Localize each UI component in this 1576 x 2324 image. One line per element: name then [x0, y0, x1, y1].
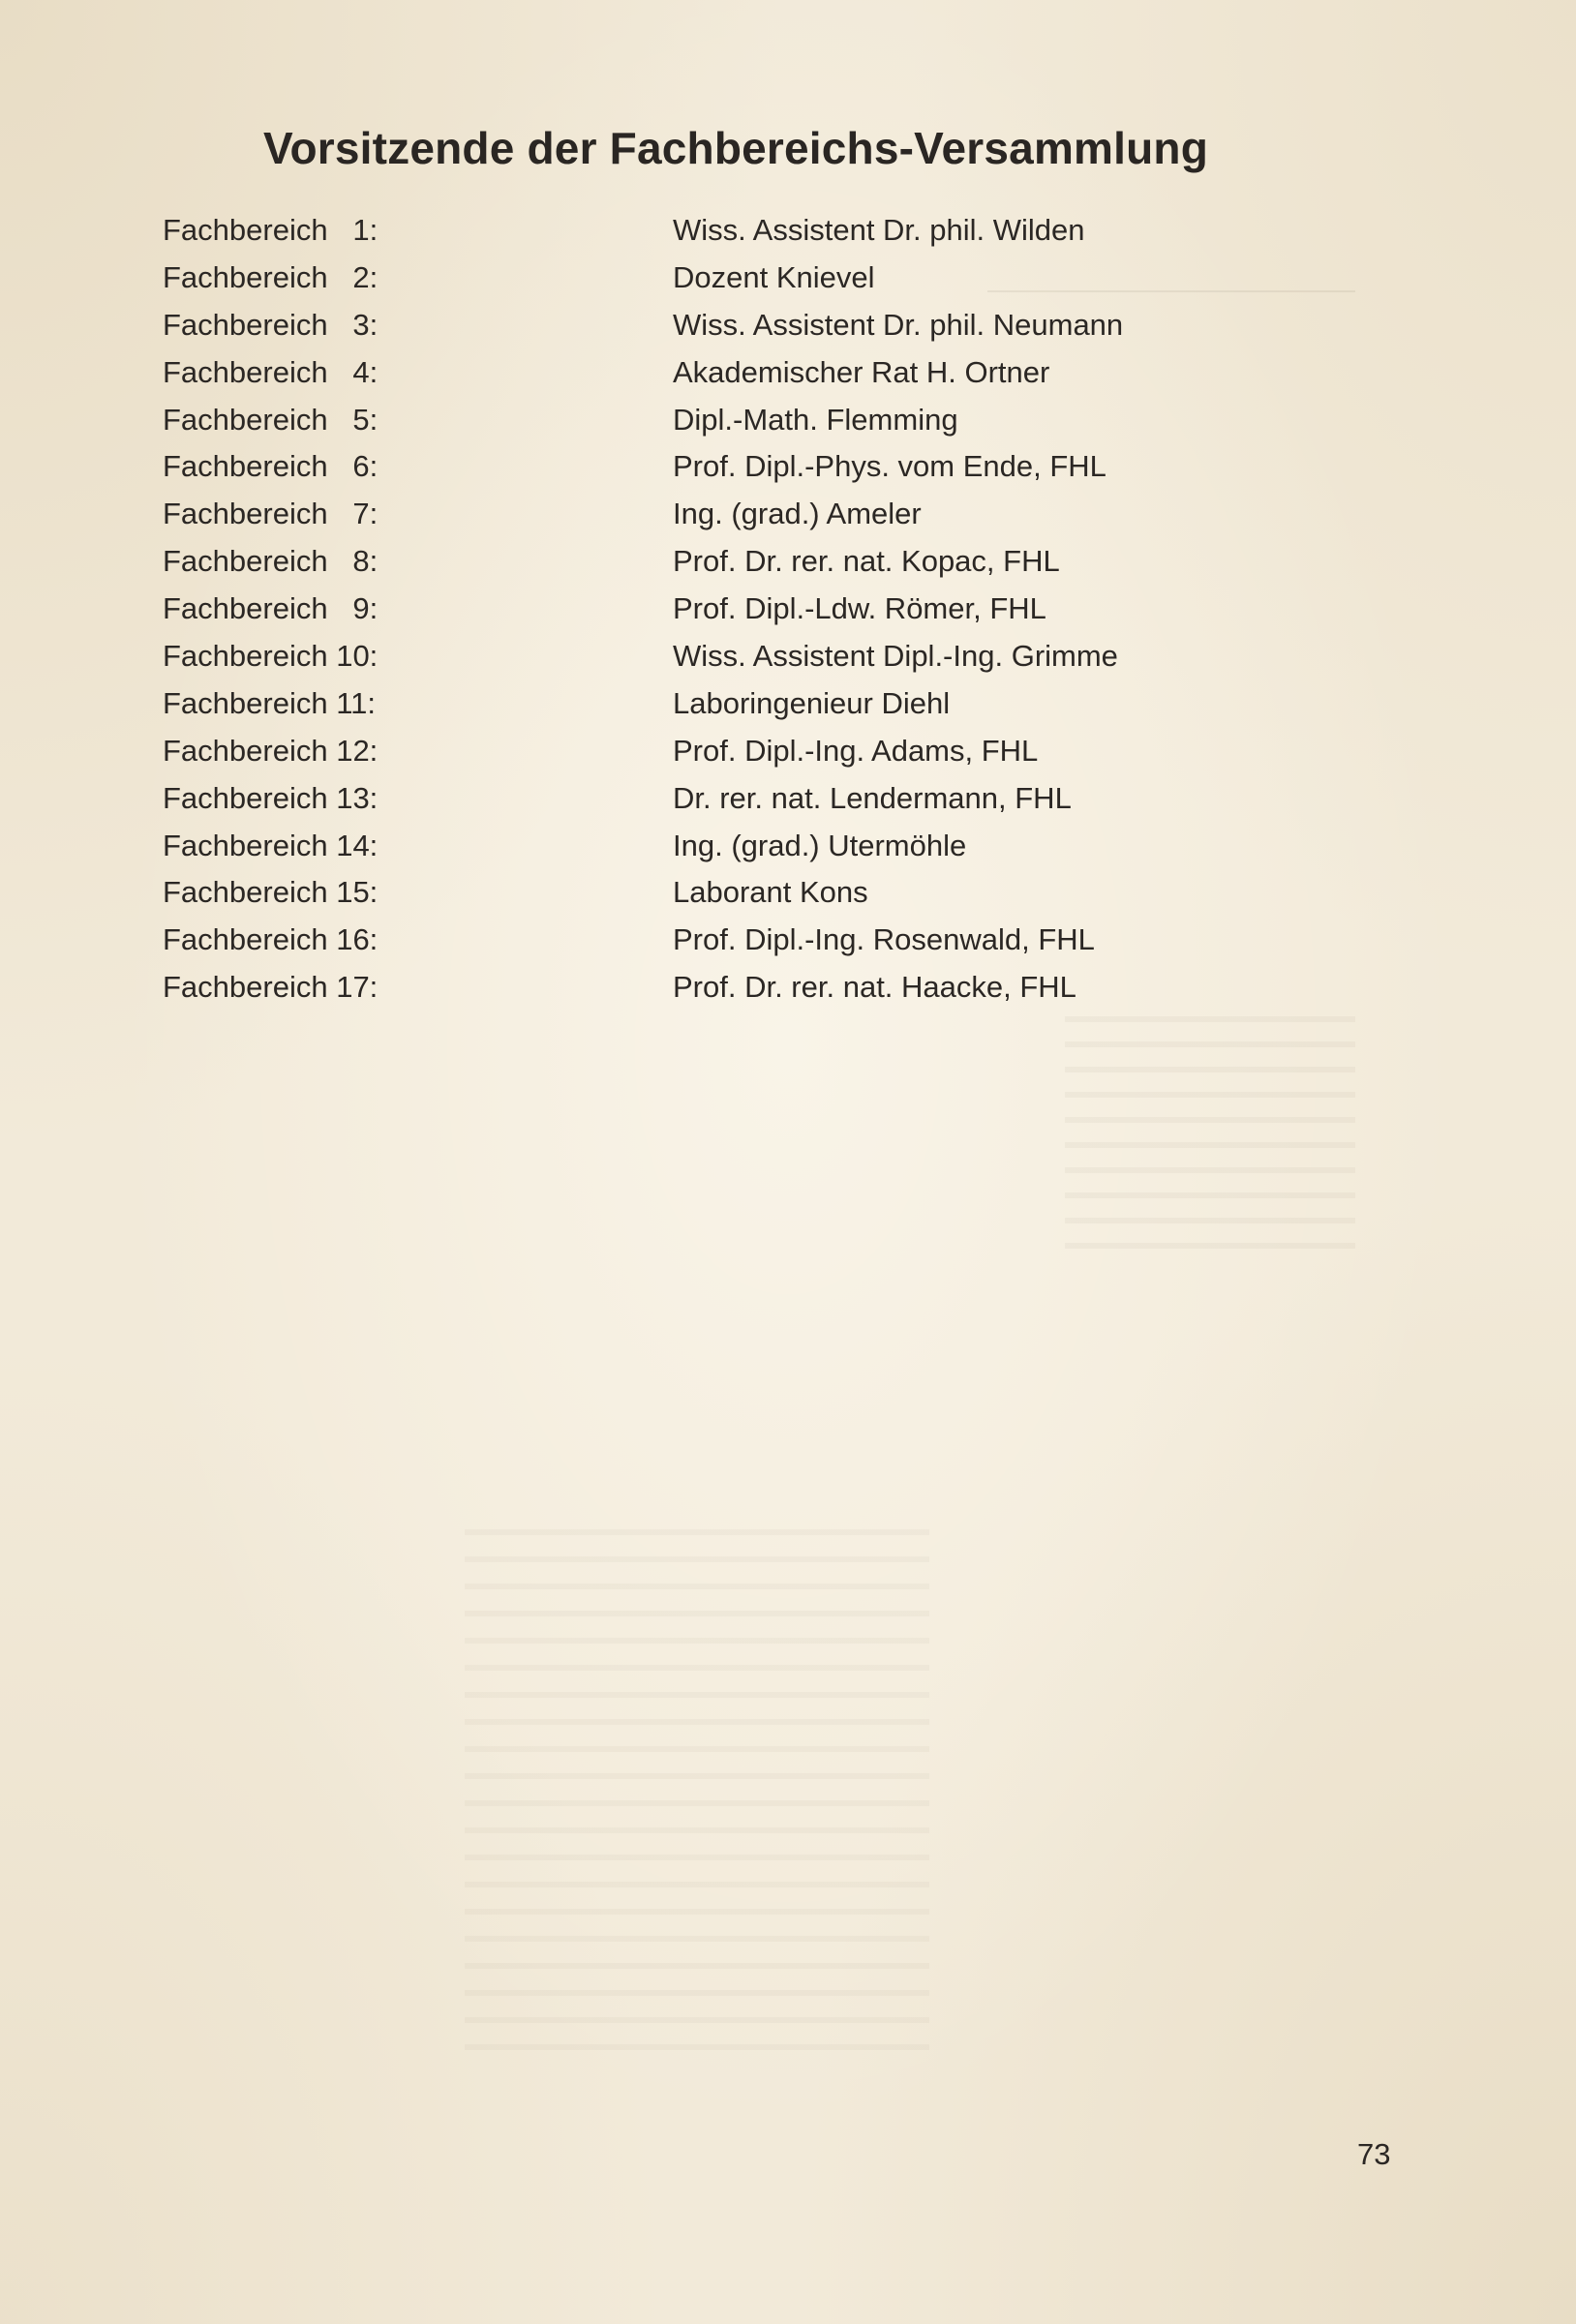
chair-name: Prof. Dipl.-Ldw. Römer, FHL [673, 591, 1046, 626]
list-item [0, 964, 1576, 1011]
list-item [0, 302, 1576, 349]
chair-name: Laborant Kons [673, 875, 868, 910]
chair-name: Prof. Dipl.-Ing. Adams, FHL [673, 733, 1039, 768]
department-label: Fachbereich 14: [163, 828, 379, 862]
show-through-block [1065, 1016, 1355, 1268]
chair-name: Prof. Dr. rer. nat. Kopac, FHL [673, 544, 1060, 579]
list-item [0, 349, 1576, 397]
chair-name: Dozent Knievel [673, 259, 875, 294]
chair-name: Prof. Dipl.-Ing. Rosenwald, FHL [673, 922, 1095, 957]
department-label: Fachbereich 3: [163, 307, 379, 342]
list-item [0, 680, 1576, 728]
list-item [0, 728, 1576, 775]
show-through-block [465, 1529, 929, 2052]
list-item [0, 538, 1576, 586]
department-label: Fachbereich 5: [163, 402, 379, 437]
department-label: Fachbereich 16: [163, 922, 379, 957]
department-label: Fachbereich 4: [163, 354, 379, 389]
chair-name: Ing. (grad.) Ameler [673, 497, 922, 531]
department-label: Fachbereich 15: [163, 875, 379, 910]
list-item [0, 255, 1576, 302]
chair-name: Dr. rer. nat. Lendermann, FHL [673, 780, 1072, 815]
department-label: Fachbereich 7: [163, 497, 379, 531]
department-label: Fachbereich 9: [163, 591, 379, 626]
list-item [0, 917, 1576, 964]
chair-name: Wiss. Assistent Dr. phil. Wilden [673, 213, 1085, 247]
list-item [0, 869, 1576, 917]
chair-name: Ing. (grad.) Utermöhle [673, 828, 967, 862]
list-item [0, 397, 1576, 444]
department-label: Fachbereich 13: [163, 780, 379, 815]
department-label: Fachbereich 12: [163, 733, 379, 768]
list-item [0, 443, 1576, 491]
list-item [0, 775, 1576, 823]
department-label: Fachbereich 10: [163, 639, 379, 674]
list-item [0, 823, 1576, 870]
department-label: Fachbereich 2: [163, 259, 379, 294]
department-label: Fachbereich 1: [163, 213, 379, 247]
department-label: Fachbereich 17: [163, 970, 379, 1005]
department-label: Fachbereich 11: [163, 685, 376, 720]
department-label: Fachbereich 8: [163, 544, 379, 579]
list-item [0, 207, 1576, 255]
department-label: Fachbereich 6: [163, 449, 379, 484]
chair-name: Prof. Dr. rer. nat. Haacke, FHL [673, 970, 1076, 1005]
list-item [0, 491, 1576, 538]
chair-name: Wiss. Assistent Dipl.-Ing. Grimme [673, 639, 1118, 674]
page-number: 73 [1357, 2137, 1391, 2171]
chair-name: Wiss. Assistent Dr. phil. Neumann [673, 307, 1124, 342]
page-title: Vorsitzende der Fachbereichs-Versammlung [263, 123, 1209, 173]
list-item [0, 586, 1576, 633]
chair-name: Dipl.-Math. Flemming [673, 402, 958, 437]
chair-name: Laboringenieur Diehl [673, 685, 951, 720]
chair-name: Prof. Dipl.-Phys. vom Ende, FHL [673, 449, 1106, 484]
chair-list [0, 207, 1576, 1011]
list-item [0, 633, 1576, 680]
chair-name: Akademischer Rat H. Ortner [673, 354, 1050, 389]
